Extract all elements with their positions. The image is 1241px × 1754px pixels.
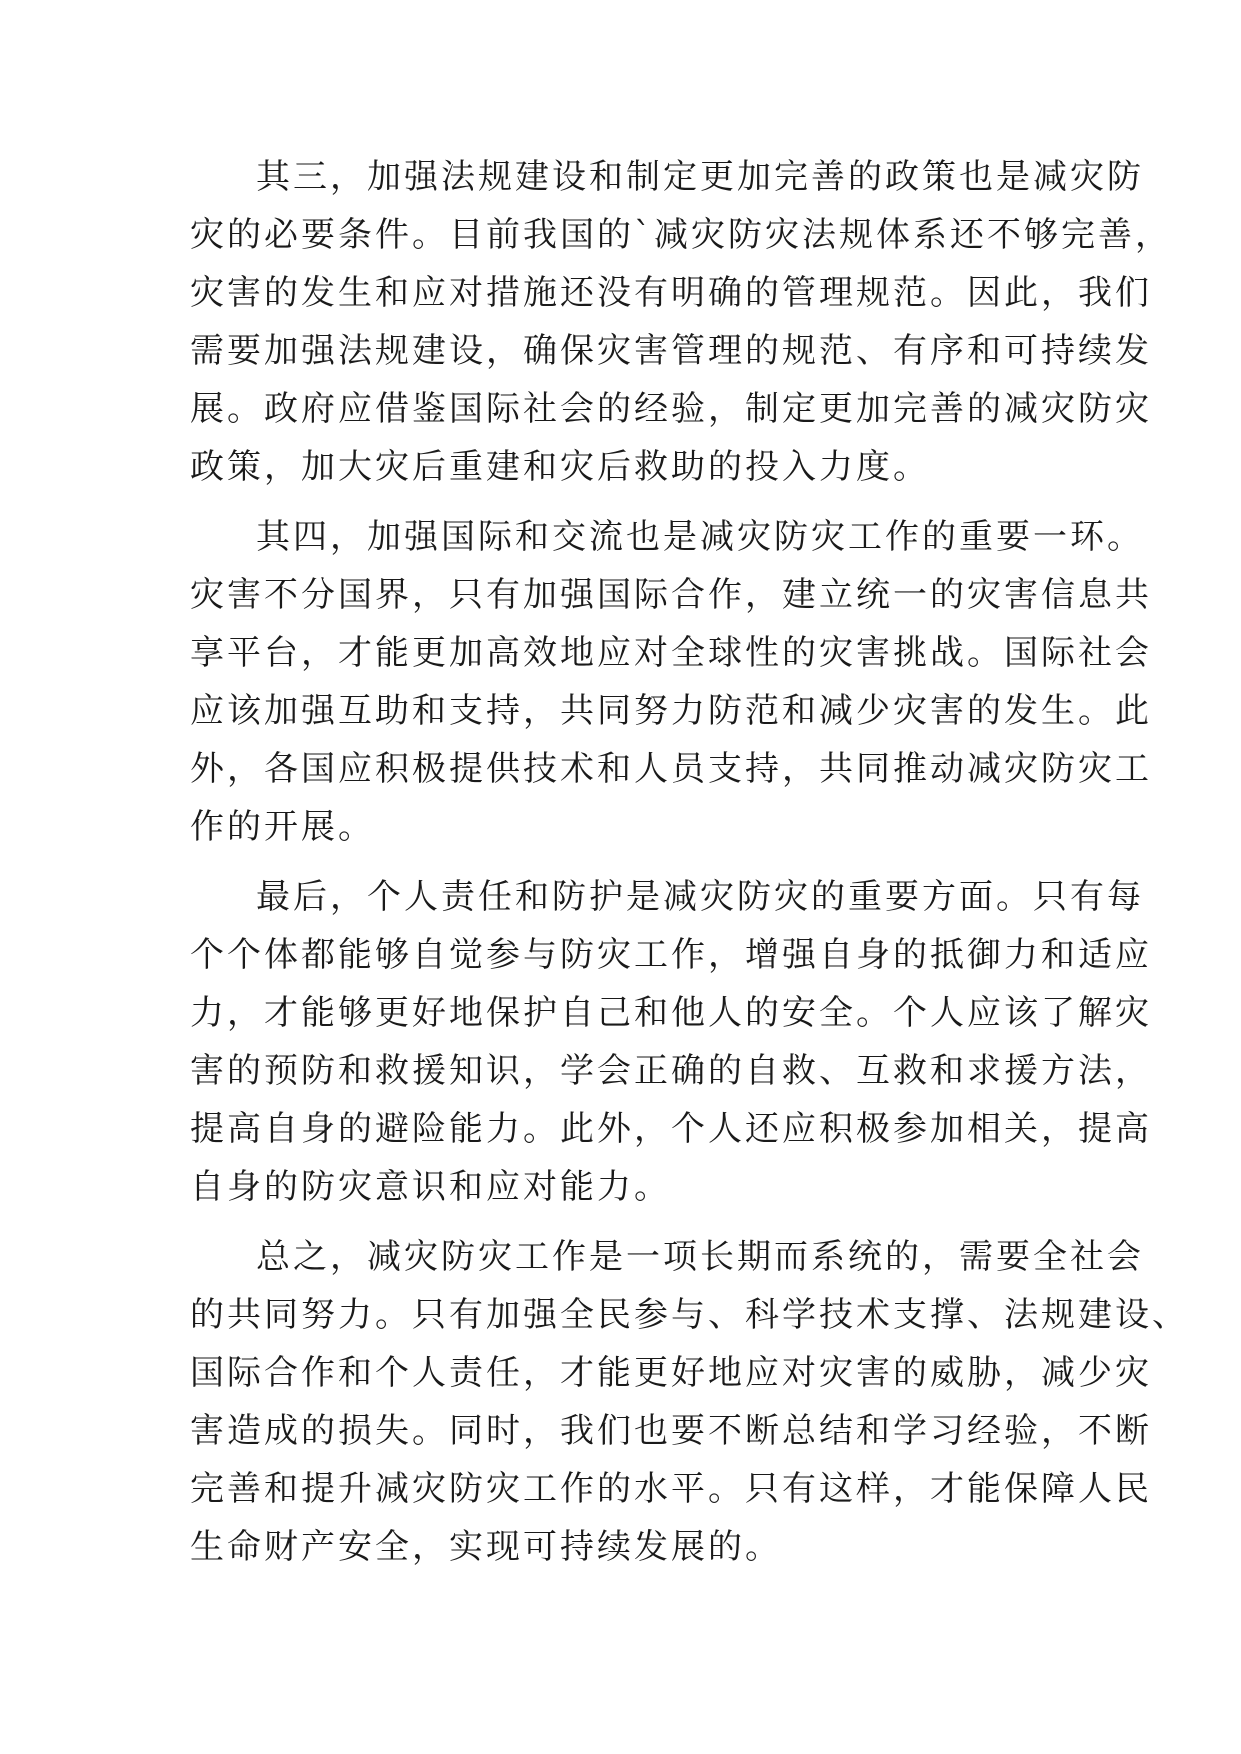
paragraph-line: 作的开展。	[190, 807, 375, 847]
paragraph-line: 生命财产安全，实现可持续发展的。	[190, 1527, 782, 1567]
paragraph-line: 外，各国应积极提供技术和人员支持，共同推动减灾防灾工	[190, 749, 1152, 789]
paragraph-line: 个个体都能够自觉参与防灾工作，增强自身的抵御力和适应	[190, 935, 1152, 975]
paragraph-spacing	[190, 496, 1052, 508]
paragraph-spacing	[190, 1216, 1052, 1228]
paragraph-line: 展。政府应借鉴国际社会的经验，制定更加完善的减灾防灾	[190, 389, 1152, 429]
paragraph-line: 政策，加大灾后重建和灾后救助的投入力度。	[190, 447, 930, 487]
paragraph-line: 灾害不分国界，只有加强国际合作，建立统一的灾害信息共	[190, 575, 1152, 615]
paragraph-spacing	[190, 856, 1052, 868]
paragraph-line: 害的预防和救援知识，学会正确的自救、互救和求援方法，	[190, 1051, 1152, 1091]
paragraph-line: 总之，减灾防灾工作是一项长期而系统的，需要全社会	[256, 1237, 1144, 1277]
paragraph-conclusion	[190, 1228, 1189, 1576]
paragraph-international	[190, 508, 1152, 856]
paragraph-line: 的共同努力。只有加强全民参与、科学技术支撑、法规建设、	[190, 1295, 1189, 1335]
paragraph-line: 完善和提升减灾防灾工作的水平。只有这样，才能保障人民	[190, 1469, 1152, 1509]
paragraph-line: 最后，个人责任和防护是减灾防灾的重要方面。只有每	[256, 877, 1144, 917]
paragraph-line: 应该加强互助和支持，共同努力防范和减少灾害的发生。此	[190, 691, 1152, 731]
paragraph-line: 自身的防灾意识和应对能力。	[190, 1167, 671, 1207]
paragraph-line: 灾的必要条件。目前我国的`减灾防灾法规体系还不够完善，	[190, 215, 1172, 255]
paragraph-line: 害造成的损失。同时，我们也要不断总结和学习经验，不断	[190, 1411, 1152, 1451]
paragraph-line: 提高自身的避险能力。此外，个人还应积极参加相关，提高	[190, 1109, 1152, 1149]
paragraph-line: 国际合作和个人责任，才能更好地应对灾害的威胁，减少灾	[190, 1353, 1152, 1393]
paragraph-line: 力，才能够更好地保护自己和他人的安全。个人应该了解灾	[190, 993, 1152, 1033]
paragraph-personal	[190, 868, 1152, 1216]
paragraph-line: 其三，加强法规建设和制定更加完善的政策也是减灾防	[256, 157, 1144, 197]
paragraph-line: 灾害的发生和应对措施还没有明确的管理规范。因此，我们	[190, 273, 1152, 313]
paragraph-regulations	[190, 148, 1172, 496]
paragraph-line: 享平台，才能更加高效地应对全球性的灾害挑战。国际社会	[190, 633, 1152, 673]
paragraph-line: 其四，加强国际和交流也是减灾防灾工作的重要一环。	[256, 517, 1144, 557]
document-body	[190, 148, 1189, 1576]
paragraph-line: 需要加强法规建设，确保灾害管理的规范、有序和可持续发	[190, 331, 1152, 371]
